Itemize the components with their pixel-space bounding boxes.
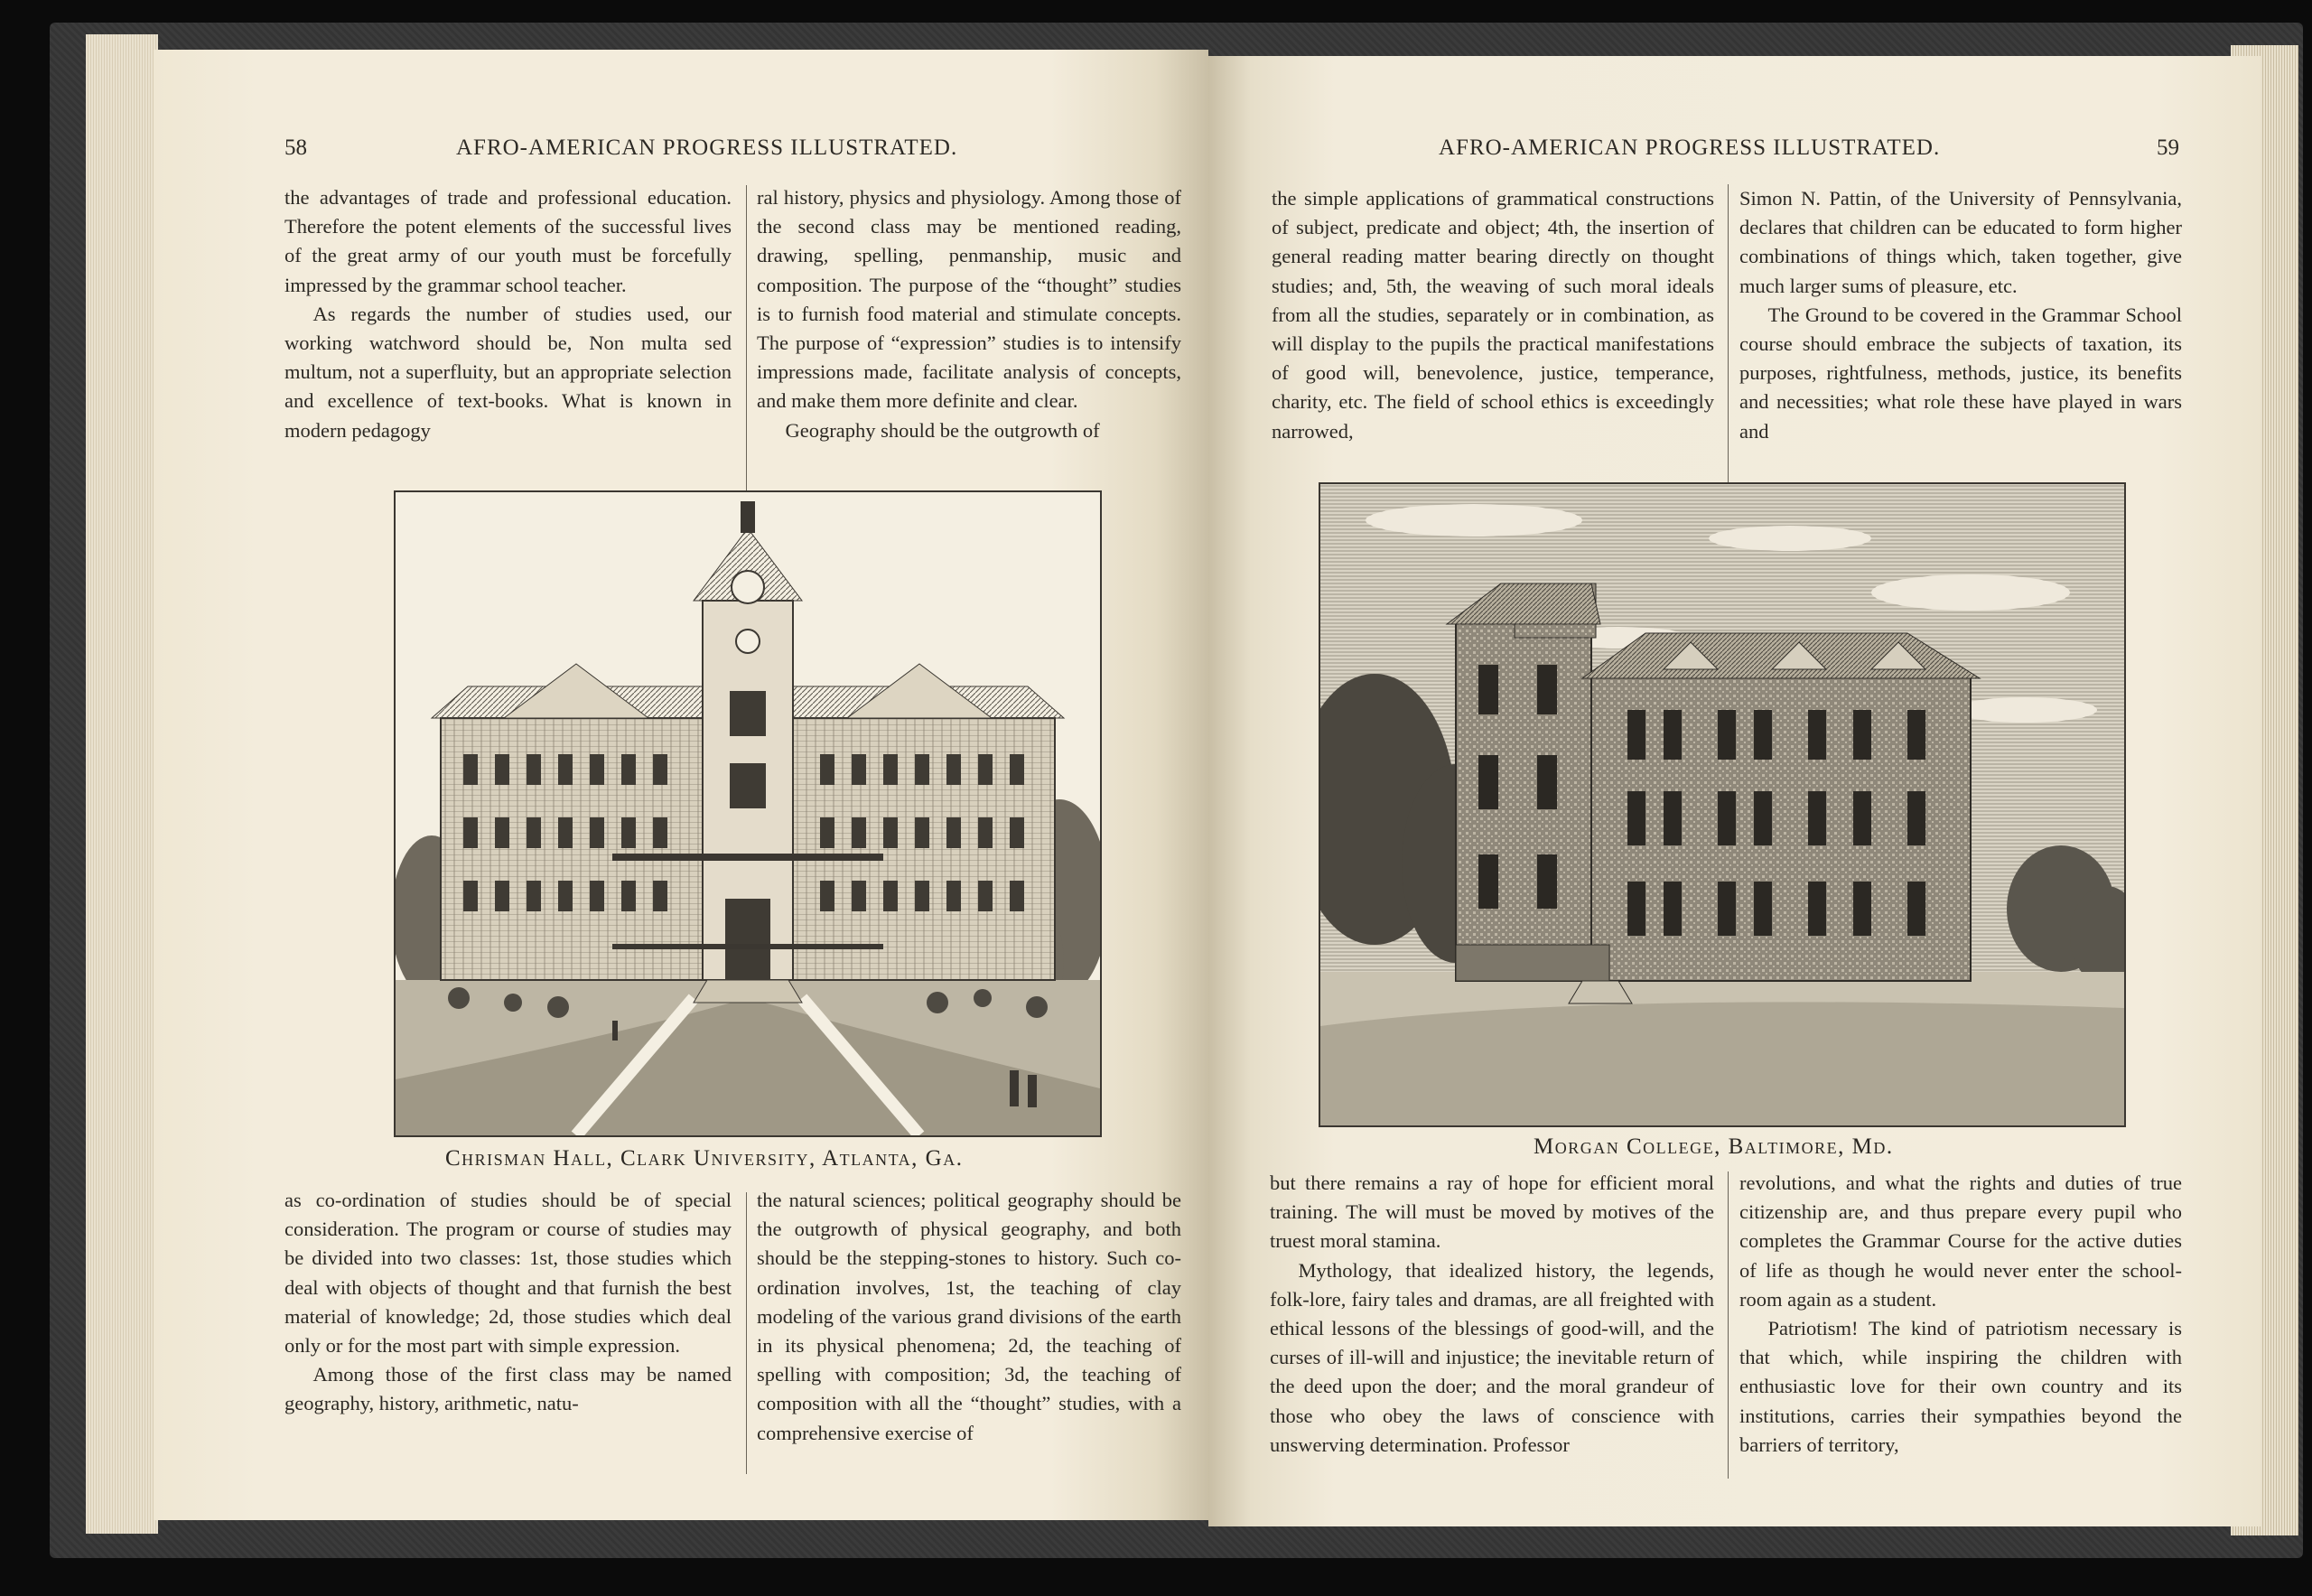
running-head-left: AFRO-AMERICAN PROGRESS ILLUSTRATED. [456,135,958,160]
page-edges-left [86,34,158,1534]
paragraph: Simon N. Pattin, of the University of Pennsylvania, declares that children can be educated to form higher combinations of things which, taken together, give much larger sums of pleasure, etc. [1739,187,2182,297]
right-page [1208,56,2261,1526]
paragraph: The Ground to be covered in the Grammar School course should embrace the subjects of taxation, its purposes, rightfulness, methods, justice, its benefits and necessities; what role these have played in wars and [1739,303,2182,443]
paragraph: Patriotism! The kind of patriotism necessary is that which, while inspiring the children with enthusiastic love for their own country and its institutions, carries their sympathies beyond the barriers of territory, [1739,1317,2182,1456]
column-rule [1728,1171,1729,1479]
paragraph: revolutions, and what the rights and duties of true citizenship are, and thus prepare every pupil who completes the Grammar Course for the active duties of life as though he would never enter the school-room again as a student. [1739,1171,2182,1311]
paragraph: as co-ordination of studies should be of special consideration. The program or course of studies may be divided into two classes: 1st, those studies which deal with objects of thought and that furnish the best material of knowledge; 2d, those studies which deal only or for the most part with simple expression. [284,1189,732,1358]
caption-left: Chrisman Hall, Clark University, Atlanta, Ga. [445,1146,964,1171]
paragraph: Geography should be the outgrowth of [785,418,1100,442]
column-rule [746,1192,747,1474]
paragraph: the natural sciences; political geography should be the outgrowth of physical geography, and both should be the stepping-stones to history. Such co-ordination involves, 1st, the teaching of clay modeling of the various grand divisions of the earth in its physical phenomena; 2d, the teaching of spelling with composition; 3d, the teaching of composition with all the “thought” studies, with a comprehensive exercise of [757,1189,1181,1444]
page-number-left: 58 [284,135,307,160]
column-rule [746,185,747,512]
right-bottom-column-2 [1739,1169,2182,1460]
paragraph: the advantages of trade and professional education. Therefore the potent elements of the successful lives of the great army of our youth must be forcefully impressed by the grammar school teacher. [284,186,732,296]
column-rule [1728,184,1729,509]
right-bottom-column-1 [1270,1169,1714,1460]
paragraph: Among those of the first class may be named geography, history, arithmetic, natu- [284,1363,732,1415]
paragraph: Mythology, that idealized history, the legends, folk-lore, fairy tales and dramas, are all freighted with ethical lessons of the blessings of good-will, and the curses of ill-will and injustice; the inevitable return of the deed upon the doer; and the moral grandeur of those who obey the laws of conscience with unswerving determination. Professor [1270,1258,1714,1456]
left-bottom-column-2 [757,1186,1181,1448]
paragraph: but there remains a ray of hope for efficient moral training. The will must be moved by motives of the truest moral stamina. [1270,1171,1714,1253]
paragraph: ral history, physics and physiology. Among those of the second class may be mentioned reading, drawing, spelling, penmanship, music and composition. The purpose of the “thought” studies is to furnish food material and stimulate concepts. The purpose of “expression” studies is to intensify impressions made, facilitate analysis of concepts, and make them more definite and clear. [757,186,1181,413]
left-top-column-1 [284,183,732,445]
paragraph: the simple applications of grammatical constructions of subject, predicate and object; 4th, the insertion of general reading matter bearing directly on thought studies; and, 5th, the weaving of such moral ideals from all the studies, separately or in combination, as will display to the pupils the practical manifestations of good will, benevolence, justice, temperance, charity, etc. The field of school ethics is exceedingly narrowed, [1272,187,1714,443]
right-top-column-2 [1739,184,2182,446]
engraving-chrisman-hall [394,490,1102,1137]
left-page [154,50,1208,1520]
paragraph: As regards the number of studies used, our working watchword should be, Non multa sed multum, not a superfluity, but an appropriate selection and excellence of text-books. What is known in modern pedagogy [284,302,732,442]
left-bottom-column-1 [284,1186,732,1419]
left-top-column-2 [757,183,1181,445]
engraving-morgan-college [1319,482,2126,1127]
building-illustration [396,492,1100,1135]
right-top-column-1 [1272,184,1714,446]
page-number-right: 59 [2157,135,2179,160]
running-head-right: AFRO-AMERICAN PROGRESS ILLUSTRATED. [1439,135,1941,160]
building-illustration [1320,484,2124,1125]
caption-right: Morgan College, Baltimore, Md. [1534,1134,1894,1159]
